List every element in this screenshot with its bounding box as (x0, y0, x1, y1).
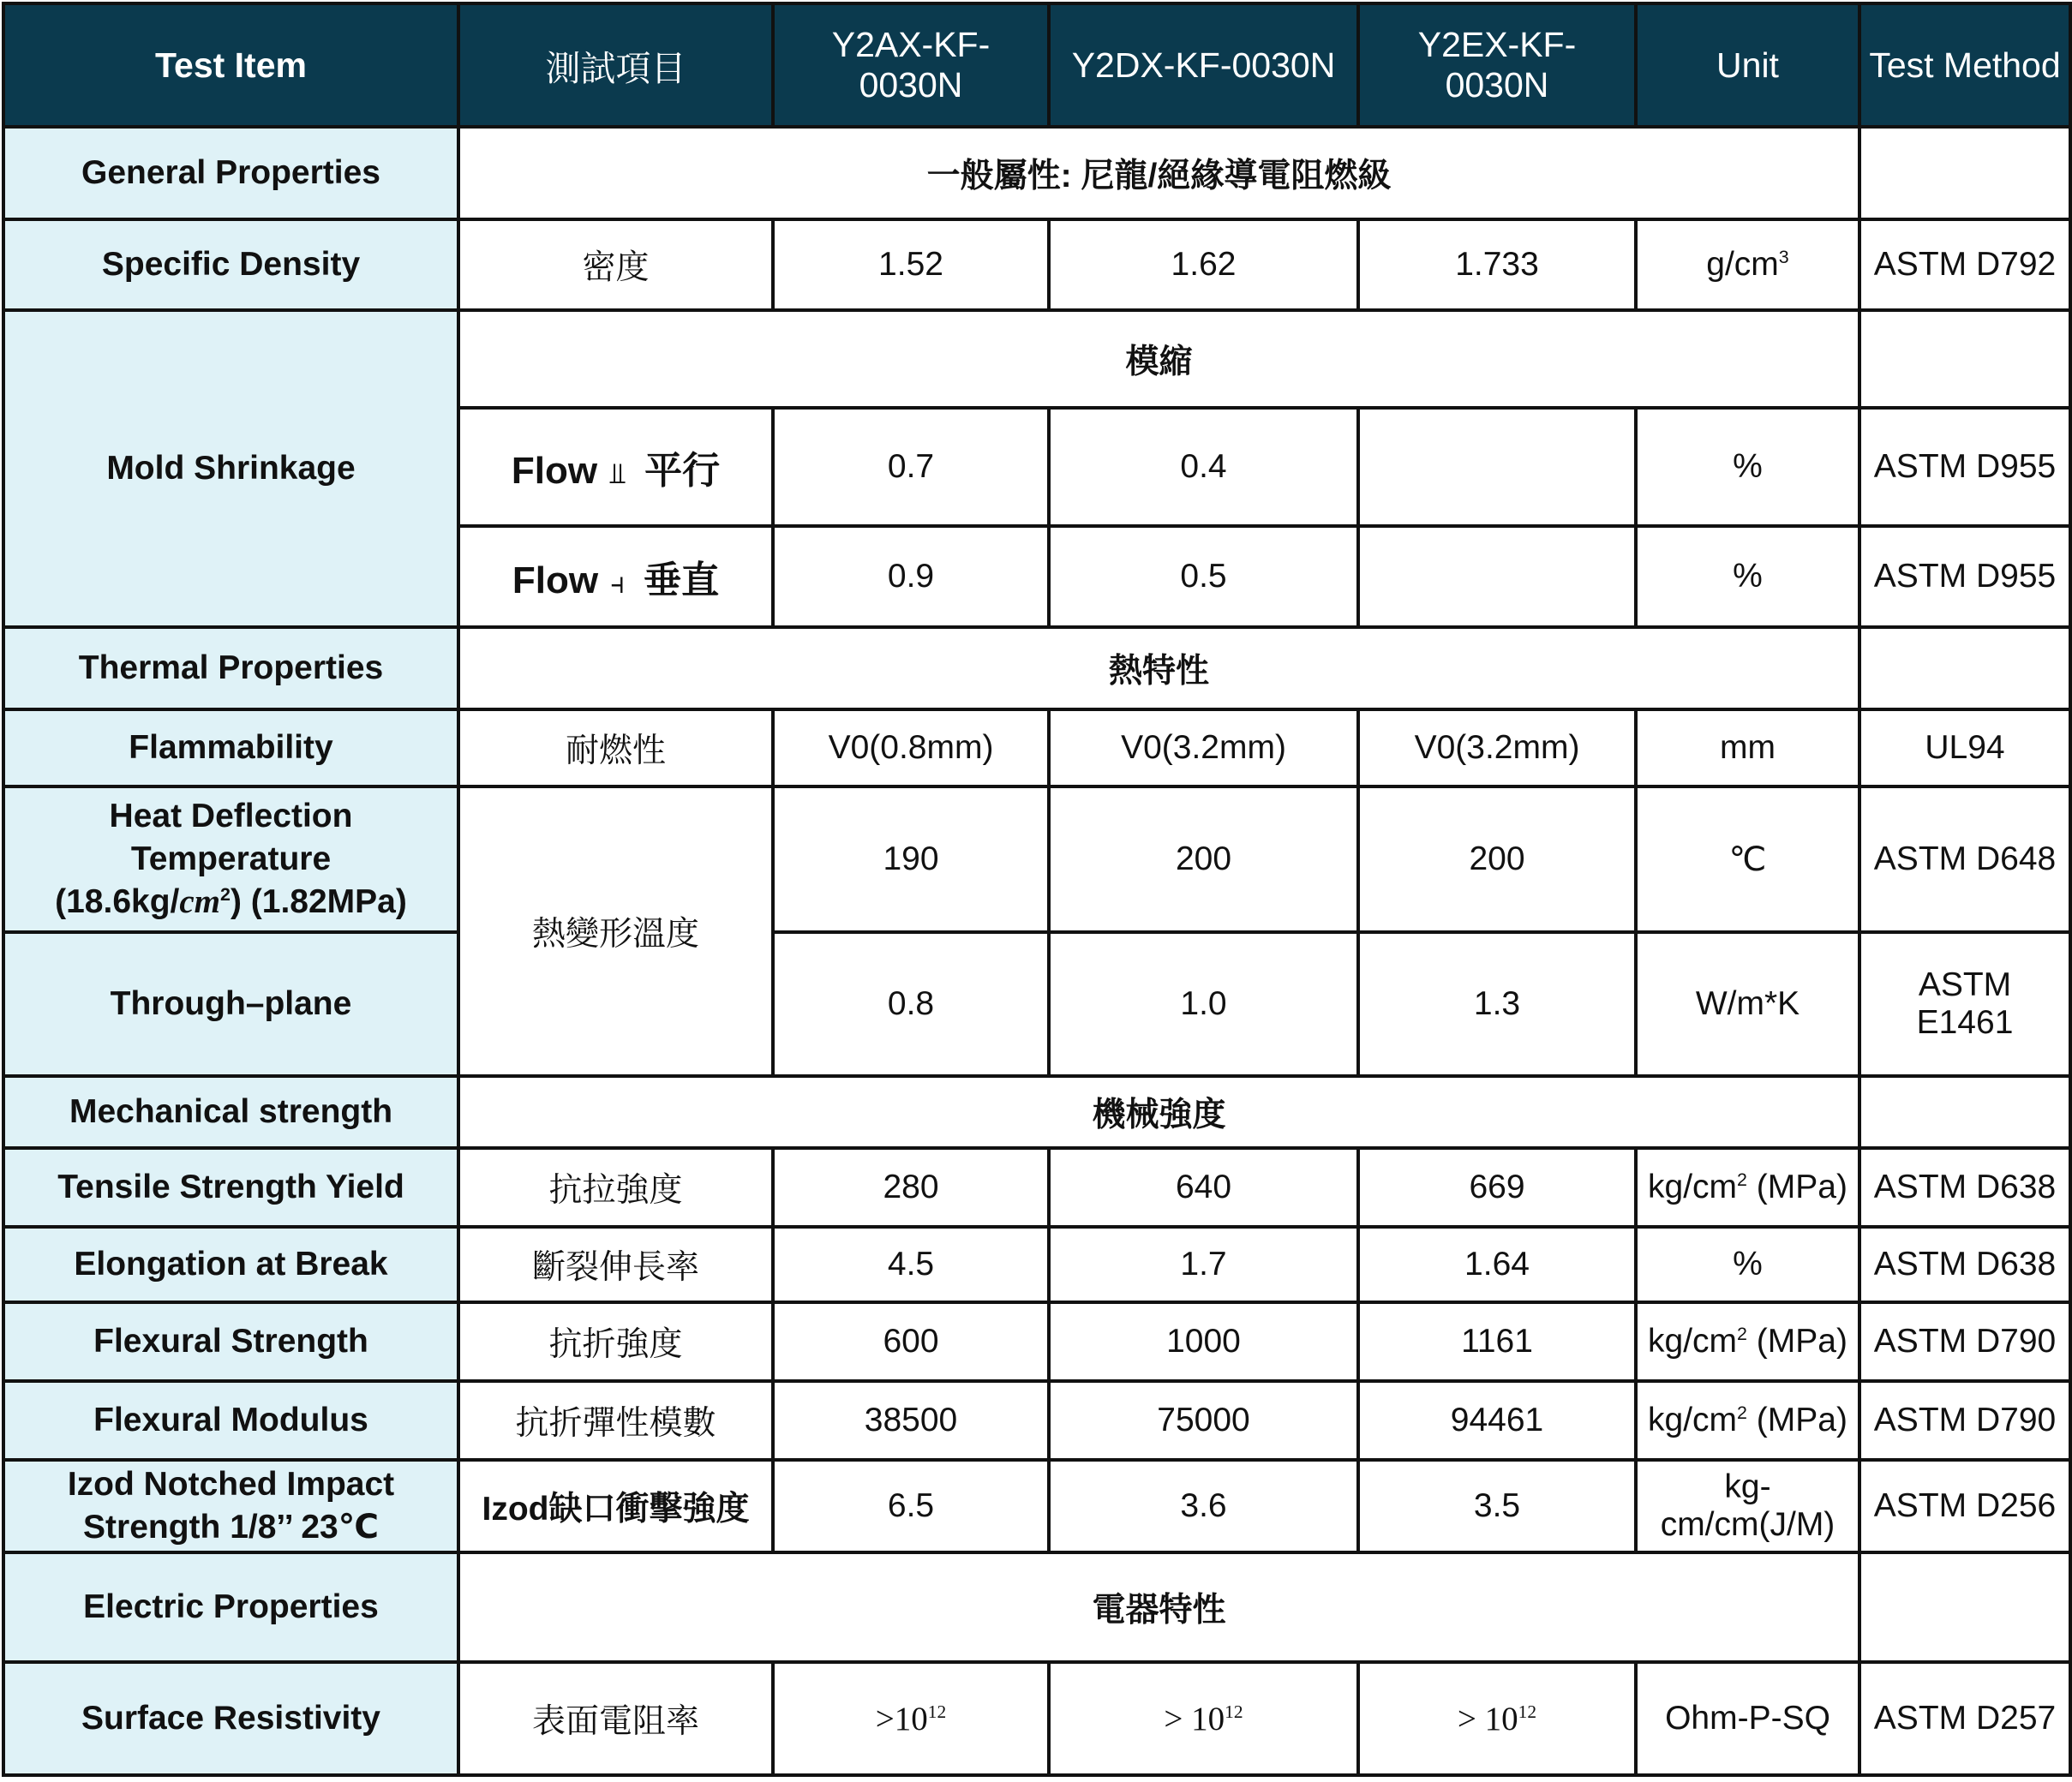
flow-perpendicular-zh: 垂直 (644, 559, 720, 601)
header-test-method: Test Method (1859, 3, 2070, 127)
elongation-zh: 斷裂伸長率 (458, 1227, 773, 1302)
surface-resistivity-method: ASTM D257 (1859, 1662, 2070, 1775)
tensile-row (3, 1148, 2070, 1227)
electric-properties-label: Electric Properties (3, 1552, 458, 1662)
mold-shrinkage-parallel-d: 0.4 (1049, 408, 1358, 526)
surface-resistivity-unit: Ohm-P-SQ (1636, 1662, 1859, 1775)
flammability-label: Flammability (3, 709, 458, 786)
elongation-row (3, 1227, 2070, 1302)
flexural-modulus-row (3, 1381, 2070, 1460)
flexural-strength-a: 600 (773, 1302, 1049, 1381)
heat-deflection-d: 200 (1049, 786, 1358, 932)
heat-deflection-label: Heat Deflection Temperature $(18.6kg/cm^2)$ (1.82MPa) (3, 786, 458, 932)
flow-parallel-icon: ⫫ (609, 457, 626, 491)
surface-resistivity-row (3, 1662, 2070, 1775)
flexural-strength-zh: 抗折強度 (458, 1302, 773, 1381)
izod-e: 3.5 (1358, 1460, 1636, 1552)
surface-resistivity-zh: 表面電阻率 (458, 1662, 773, 1775)
general-properties-row (3, 127, 2070, 219)
mold-shrinkage-parallel-unit: % (1636, 408, 1859, 526)
elongation-a: 4.5 (773, 1227, 1049, 1302)
flexural-strength-d: 1000 (1049, 1302, 1358, 1381)
mold-shrinkage-parallel-a: 0.7 (773, 408, 1049, 526)
mold-shrinkage-perpendicular-method: ASTM D955 (1859, 526, 2070, 627)
tensile-d: 640 (1049, 1148, 1358, 1227)
flow-parallel-cell (458, 408, 773, 526)
mechanical-strength-section: 機械強度 (458, 1076, 1859, 1148)
through-plane-d: 1.0 (1049, 932, 1358, 1076)
thermal-properties-section: 熱特性 (458, 627, 1859, 709)
izod-method: ASTM D256 (1859, 1460, 2070, 1552)
flow-perpendicular-label: Flow (512, 559, 599, 601)
izod-a: 6.5 (773, 1460, 1049, 1552)
elongation-d: 1.7 (1049, 1227, 1358, 1302)
surface-resistivity-d: > $10^{12}$ (1049, 1662, 1358, 1775)
surface-resistivity-e: > $10^{12}$ (1358, 1662, 1636, 1775)
thermal-properties-method (1859, 627, 2070, 709)
elongation-unit: % (1636, 1227, 1859, 1302)
mold-shrinkage-perpendicular-e (1358, 526, 1636, 627)
header-row (3, 3, 2070, 127)
heat-deflection-a: 190 (773, 786, 1049, 932)
flammability-method: UL94 (1859, 709, 2070, 786)
flexural-strength-method: ASTM D790 (1859, 1302, 2070, 1381)
flow-parallel-label: Flow (511, 450, 598, 492)
specific-density-e: 1.733 (1358, 219, 1636, 310)
mold-shrinkage-section: 模縮 (458, 310, 1859, 408)
specific-density-method: ASTM D792 (1859, 219, 2070, 310)
through-plane-e: 1.3 (1358, 932, 1636, 1076)
flammability-a: V0(0.8mm) (773, 709, 1049, 786)
heat-deflection-e: 200 (1358, 786, 1636, 932)
mold-shrinkage-label: Mold Shrinkage (3, 310, 458, 627)
mold-shrinkage-perpendicular-a: 0.9 (773, 526, 1049, 627)
tensile-method: ASTM D638 (1859, 1148, 2070, 1227)
flexural-strength-label: Flexural Strength (3, 1302, 458, 1381)
through-plane-unit: W/m*K (1636, 932, 1859, 1076)
general-properties-label: General Properties (3, 127, 458, 219)
flexural-modulus-zh: 抗折彈性模數 (458, 1381, 773, 1460)
elongation-e: 1.64 (1358, 1227, 1636, 1302)
mechanical-strength-label: Mechanical strength (3, 1076, 458, 1148)
tensile-label: Tensile Strength Yield (3, 1148, 458, 1227)
flexural-modulus-method: ASTM D790 (1859, 1381, 2070, 1460)
izod-label: Izod Notched Impact Strength 1/8’’ 23℃ (3, 1460, 458, 1552)
flammability-zh: 耐燃性 (458, 709, 773, 786)
mechanical-strength-row (3, 1076, 2070, 1148)
mold-shrinkage-perpendicular-unit: % (1636, 526, 1859, 627)
elongation-method: ASTM D638 (1859, 1227, 2070, 1302)
through-plane-a: 0.8 (773, 932, 1049, 1076)
specific-density-d: 1.62 (1049, 219, 1358, 310)
specific-density-a: 1.52 (773, 219, 1049, 310)
header-test-item-zh: 測試項目 (458, 3, 773, 127)
specific-density-label: Specific Density (3, 219, 458, 310)
electric-properties-section: 電器特性 (458, 1552, 1859, 1662)
flexural-modulus-a: 38500 (773, 1381, 1049, 1460)
flexural-modulus-e: 94461 (1358, 1381, 1636, 1460)
tensile-unit: $kg/cm^2$ (MPa) (1636, 1148, 1859, 1227)
surface-resistivity-a: $>10^{12}$ (773, 1662, 1049, 1775)
mold-shrinkage-section-method (1859, 310, 2070, 408)
through-plane-label: Through–plane (3, 932, 458, 1076)
mechanical-strength-method (1859, 1076, 2070, 1148)
general-properties-section: 一般屬性: 尼龍/絕緣導電阻燃級 (458, 127, 1859, 219)
surface-resistivity-label: Surface Resistivity (3, 1662, 458, 1775)
flexural-modulus-d: 75000 (1049, 1381, 1358, 1460)
heat-deflection-zh: 熱變形溫度 (458, 786, 773, 1076)
specific-density-zh: 密度 (458, 219, 773, 310)
tensile-e: 669 (1358, 1148, 1636, 1227)
flow-parallel-zh: 平行 (644, 450, 721, 492)
spec-table (2, 2, 2072, 1777)
flexural-modulus-label: Flexural Modulus (3, 1381, 458, 1460)
mold-shrinkage-parallel-method: ASTM D955 (1859, 408, 2070, 526)
header-product-e: Y2EX-KF-0030N (1358, 3, 1636, 127)
elongation-label: Elongation at Break (3, 1227, 458, 1302)
mold-shrinkage-perpendicular-d: 0.5 (1049, 526, 1358, 627)
mold-shrinkage-parallel-e (1358, 408, 1636, 526)
izod-unit: kg-cm/cm(J/M) (1636, 1460, 1859, 1552)
specific-density-unit: $g/cm^3$ (1636, 219, 1859, 310)
flexural-strength-row (3, 1302, 2070, 1381)
flammability-unit: mm (1636, 709, 1859, 786)
thermal-properties-row (3, 627, 2070, 709)
heat-deflection-unit: ℃ (1636, 786, 1859, 932)
flexural-strength-e: 1161 (1358, 1302, 1636, 1381)
through-plane-method: ASTM E1461 (1859, 932, 2070, 1076)
general-properties-method (1859, 127, 2070, 219)
flexural-strength-unit: $kg/cm^2$ (MPa) (1636, 1302, 1859, 1381)
header-unit: Unit (1636, 3, 1859, 127)
header-test-item: Test Item (3, 3, 458, 127)
header-product-a: Y2AX-KF-0030N (773, 3, 1049, 127)
flexural-modulus-unit: $kg/cm^2$ (MPa) (1636, 1381, 1859, 1460)
heat-deflection-row (3, 786, 2070, 932)
through-plane-row (3, 932, 2070, 1076)
flammability-e: V0(3.2mm) (1358, 709, 1636, 786)
izod-row (3, 1460, 2070, 1552)
izod-zh: Izod缺口衝擊強度 (458, 1460, 773, 1552)
heat-deflection-method: ASTM D648 (1859, 786, 2070, 932)
tensile-a: 280 (773, 1148, 1049, 1227)
specific-density-row (3, 219, 2070, 310)
flow-perpendicular-cell (458, 526, 773, 627)
flow-perpendicular-icon: ⫞ (610, 567, 626, 601)
thermal-properties-label: Thermal Properties (3, 627, 458, 709)
mold-shrinkage-section-row (3, 310, 2070, 408)
tensile-zh: 抗拉強度 (458, 1148, 773, 1227)
flammability-row (3, 709, 2070, 786)
electric-properties-row (3, 1552, 2070, 1662)
izod-d: 3.6 (1049, 1460, 1358, 1552)
flammability-d: V0(3.2mm) (1049, 709, 1358, 786)
header-product-d: Y2DX-KF-0030N (1049, 3, 1358, 127)
electric-properties-method (1859, 1552, 2070, 1662)
